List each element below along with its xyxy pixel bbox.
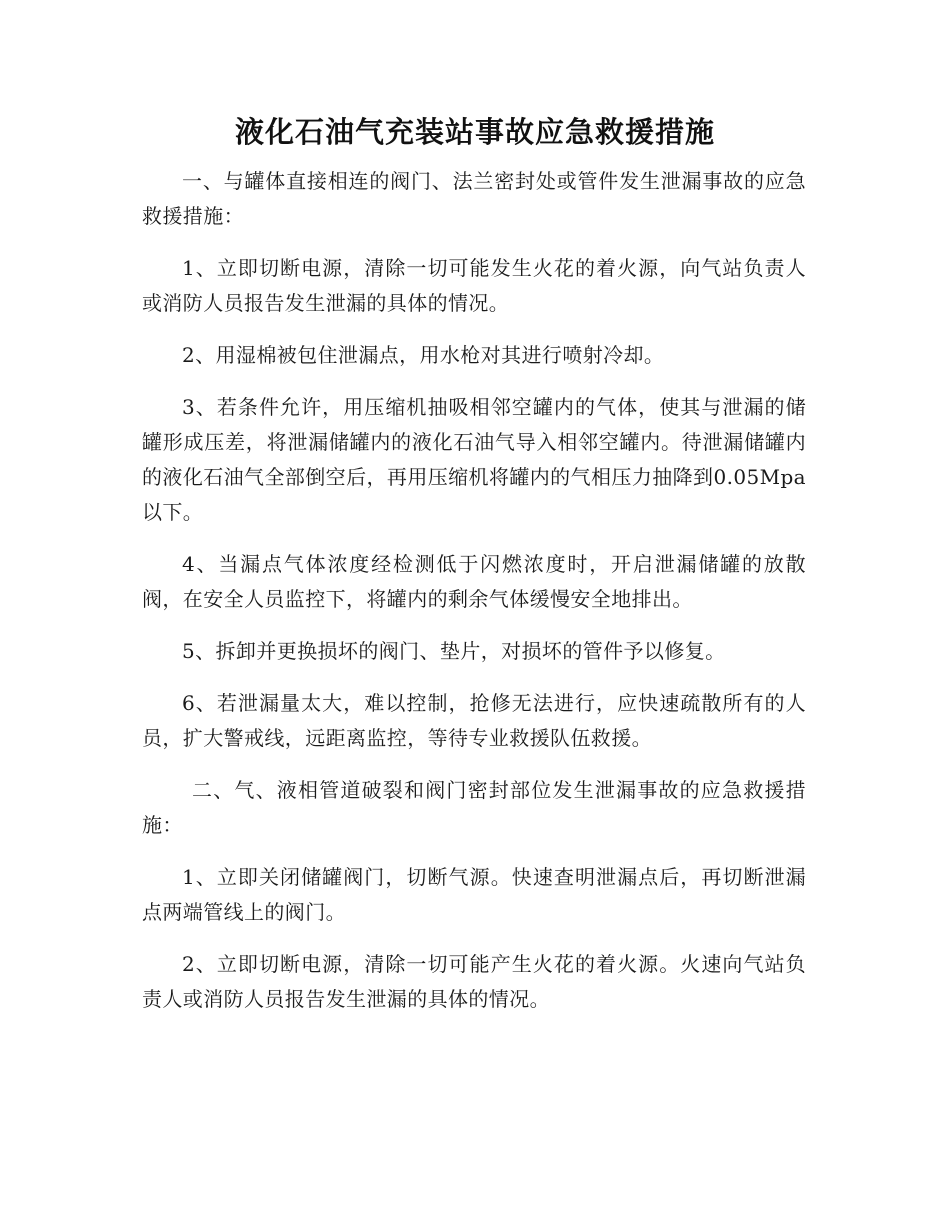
document-title: 液化石油气充装站事故应急救援措施: [234, 115, 715, 149]
paragraph-1-1: 1、立即切断电源，清除一切可能发生火花的着火源，向气站负责人或消防人员报告发生泄漏的具体的情况。: [142, 256, 806, 315]
paragraph-1-3: 3、若条件允许，用压缩机抽吸相邻空罐内的气体，使其与泄漏的储罐形成压差，将泄漏储罐内的液化石油气导入相邻空罐内。待泄漏储罐内的液化石油气全部倒空后，再用压缩机将罐内的气相压力抽降到0.05Mpa以下。: [142, 395, 806, 524]
paragraph-1-6: 6、若泄漏量太大，难以控制，抢修无法进行，应快速疏散所有的人员，扩大警戒线，远距离监控，等待专业救援队伍救援。: [142, 691, 806, 750]
paragraph-1-2: 2、用湿棉被包住泄漏点，用水枪对其进行喷射冷却。: [182, 343, 665, 367]
section-heading-1: 一、与罐体直接相连的阀门、法兰密封处或管件发生泄漏事故的应急救援措施：: [142, 169, 806, 228]
section-heading-2: 二、气、液相管道破裂和阀门密封部位发生泄漏事故的应急救援措施：: [142, 778, 806, 837]
paragraph-1-5: 5、拆卸并更换损坏的阀门、垫片，对损坏的管件予以修复。: [182, 639, 726, 663]
paragraph-1-4: 4、当漏点气体浓度经检测低于闪燃浓度时，开启泄漏储罐的放散阀，在安全人员监控下，将罐内的剩余气体缓慢安全地排出。: [142, 552, 806, 611]
paragraph-2-2: 2、立即切断电源，清除一切可能产生火花的着火源。火速向气站负责人或消防人员报告发生泄漏的具体的情况。: [142, 952, 806, 1011]
paragraph-2-1: 1、立即关闭储罐阀门，切断气源。快速查明泄漏点后，再切断泄漏点两端管线上的阀门。: [142, 865, 806, 924]
document-body: [142, 164, 806, 1034]
